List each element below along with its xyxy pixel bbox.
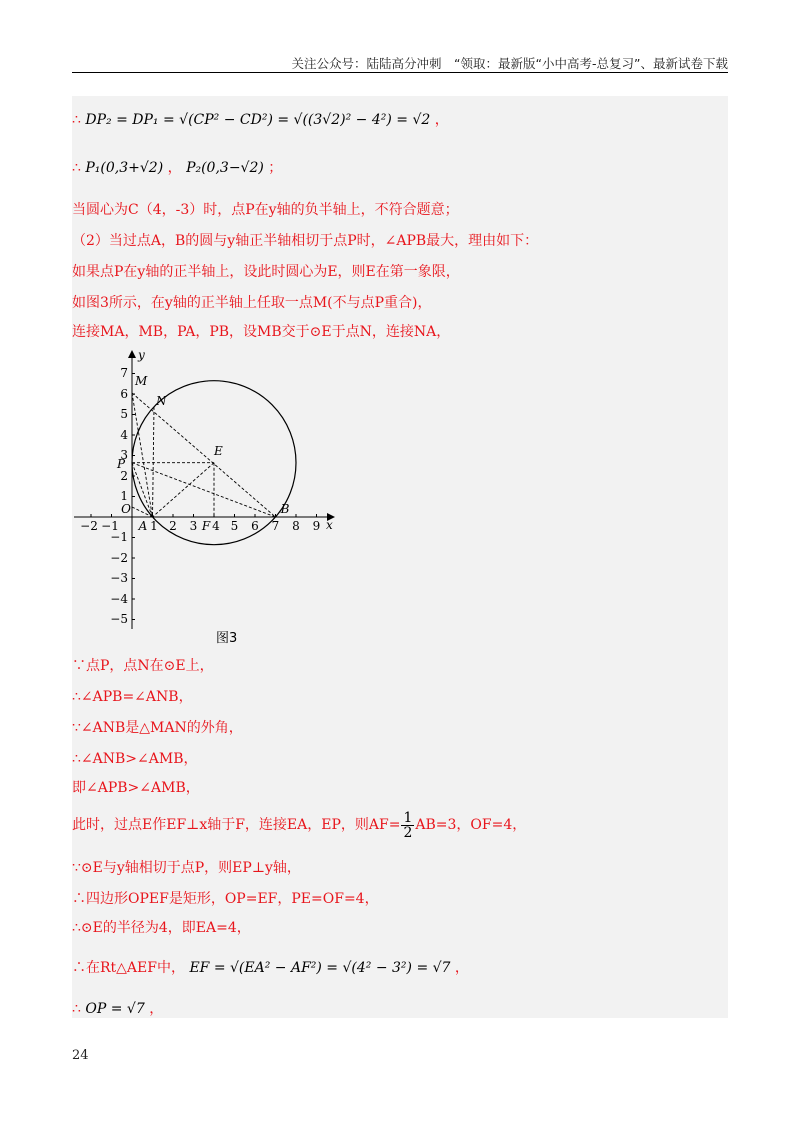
segment-na [153,407,155,517]
x-tick: 2 [169,519,177,533]
y-tick: 3 [120,448,128,462]
text-part: AB=3，OF=4， [415,817,527,833]
therefore-symbol: ∴ [72,160,81,176]
x-tick: O [121,502,131,516]
header-rule [72,72,728,73]
line-dp-equation [72,110,449,130]
y-tick: −2 [110,551,128,565]
therefore-symbol: ∴ [72,112,81,128]
line-ef-equation [72,958,469,978]
text-line: （2）当过点A，B的圆与y轴正半轴相切于点P时，∠APB最大，理由如下： [72,233,539,249]
x-tick: 1 [150,519,158,533]
figure-3 [72,347,342,646]
label-n: N [156,394,167,408]
text-line: ∵∠ANB是△MAN的外角， [72,720,243,736]
fraction-denominator: 2 [403,824,413,841]
text-line: ∴⊙E的半径为4，即EA=4， [72,920,251,936]
y-tick: 5 [120,407,128,421]
text-line: 当圆心为C（4，-3）时，点P在y轴的负半轴上，不符合题意； [72,202,459,218]
x-tick: −1 [101,519,119,533]
y-tick: −5 [110,612,128,626]
segment-pa [132,463,153,517]
fraction-numerator: 1 [403,809,413,826]
y-tick: 1 [120,489,128,503]
coordinate-diagram [72,347,342,642]
text-part: 此时，过点E作EF⊥x轴于F，连接EA，EP，则AF= [72,817,401,833]
comma: ， [434,112,449,128]
segment-pb [132,463,276,517]
y-tick: −3 [110,571,128,585]
ef-formula: EF = √(EA² − AF²) = √(4² − 3²) = √7 [189,960,451,976]
x-tick: 9 [312,519,321,533]
p1-coordinate: P₁(0,3+√2) [85,160,164,176]
y-tick: −1 [110,530,128,544]
line-with-fraction [72,808,526,842]
therefore-symbol: ∴ [72,1001,81,1017]
x-tick: 8 [292,519,300,533]
x-tick: A [138,519,148,533]
op-formula: OP = √7 [85,1001,145,1017]
text-line: 如果点P在y轴的正半轴上，设此时圆心为E，则E在第一象限， [72,264,460,280]
text-line: ∴四边形OPEF是矩形，OP=EF，PE=OF=4， [72,891,379,907]
x-tick: 7 [271,519,280,533]
label-e: E [214,444,223,458]
text-line: 连接MA，MB，PA，PB，设MB交于⊙E于点N，连接NA， [72,324,451,340]
p2-coordinate: P₂(0,3−√2) [186,160,264,176]
line-op-equation [72,999,163,1019]
separator: ， [167,160,182,176]
y-tick: 6 [120,387,128,401]
figure-caption: 图3 [216,631,238,646]
text-line: ∴∠APB=∠ANB， [72,689,193,705]
x-tick: 3 [189,519,198,533]
comma: ， [149,1001,164,1017]
comma: ， [454,960,469,976]
text-line: 如图3所示，在y轴的正半轴上任取一点M(不与点P重合)， [72,295,432,311]
axis-y-label: y [138,348,145,362]
page-number: 24 [72,1048,89,1063]
x-tick: B [280,502,290,516]
text-line: ∵点P，点N在⊙E上， [72,658,214,674]
text-part: ∴在Rt△AEF中， [72,960,185,976]
text-line: ∵⊙E与y轴相切于点P，则EP⊥y轴， [72,860,301,876]
y-tick: −4 [110,592,128,606]
page-header: 关注公众号：陆陆高分冲刺 “领取：最新版“小中高考-总复习”、最新试卷下载 [291,56,728,71]
label-m: M [135,374,148,388]
line-p-coordinates [72,158,282,178]
x-tick: 4 [212,519,220,533]
dp-formula: DP₂ = DP₁ = √(CP² − CD²) = √((3√2)² − 4²) = √2 [85,112,431,128]
x-tick: 6 [251,519,259,533]
segment-mb [132,393,276,517]
x-tick: −2 [80,519,98,533]
x-tick: F [201,519,211,533]
text-line: 即∠APB>∠AMB， [72,780,200,796]
y-tick: 7 [120,366,128,380]
y-tick: 2 [120,469,128,483]
fraction-one-half [401,811,414,840]
semicolon: ； [268,160,283,176]
label-p: P [117,457,126,471]
y-tick: 4 [120,428,128,442]
x-tick: 5 [230,519,239,533]
text-line: ∴∠ANB>∠AMB， [72,751,198,767]
axis-x-label: x [326,518,333,532]
